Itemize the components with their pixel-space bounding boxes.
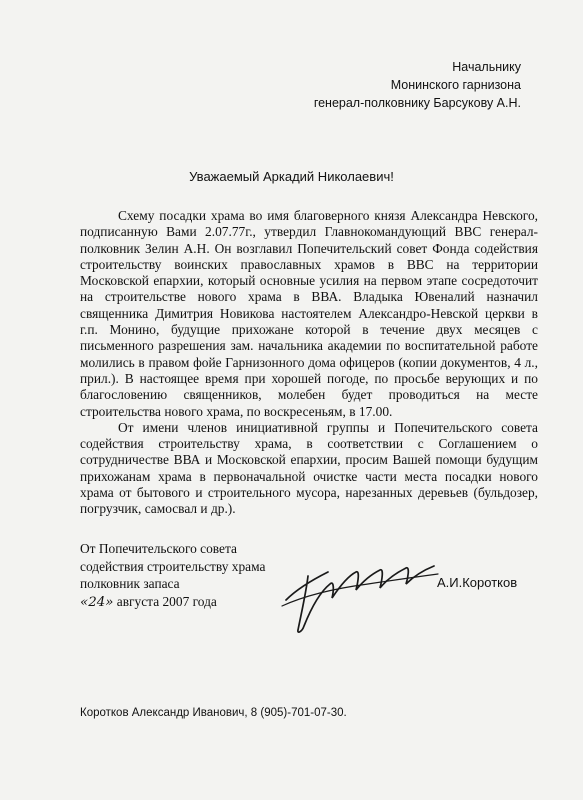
body-paragraph: Схему посадки храма во имя благоверного князя Александра Невского, подписанную Вами 2.07.77г., утвердил Главнокомандующий ВВС генерал-полковник Зелин А.Н. Он возглавил Попечительский совет Фонда содействия строительству воинских православных храмов в ВВС на территории Московской епархии, который основные усилия на первом этапе сосредоточит на строительстве нового храма в ВВА. Владыка Ювеналий назначил священника Димитрия Новикова настоятелем Александро-Невской церкви в г.п. Монино, будущие прихожане которой в течение двух месяцев с письменного разрешения зам. начальника академии по воспитательной работе молились в правом фойе Гарнизонного дома офицеров (копии документов, 4 л., прил.). В настоящее время при хорошей погоде, по просьбе верующих и по благословению священников, молебен будет проводиться на месте строительства нового храма, по воскресеньям, в 17.00. [80, 208, 538, 419]
handwritten-day: «24» [80, 594, 114, 610]
date-text: августа 2007 года [113, 593, 217, 609]
sender-block [80, 540, 265, 611]
addressee-block [314, 58, 521, 112]
handwritten-signature [268, 548, 443, 638]
addressee-line: генерал-полковнику Барсукову А.Н. [313, 96, 521, 110]
addressee-line: Начальнику [452, 60, 521, 74]
contact-line: Коротков Александр Иванович, 8 (905)-701-07-30. [80, 707, 347, 719]
body-paragraph: От имени членов инициативной группы и Попечительского совета содействия строительству храма, в соответствии с Соглашением о сотрудничестве ВВА и Московской епархии, просим Вашей помощи будущим прихожанам храма в первоначальной очистке части места посадки нового храма от бытового и строительного мусора, нарезанных деревьев (бульдозер, погрузчик, самосвал и др.). [80, 419, 538, 517]
signer-name: А.И.Коротков [437, 575, 518, 590]
letter-body [80, 208, 538, 518]
sender-line: содействия строительству храма [80, 558, 266, 574]
letter-date [80, 593, 265, 612]
salutation: Уважаемый Аркадий Николаевич! [189, 169, 394, 184]
sender-line: полковник запаса [80, 576, 180, 591]
sender-line: От Попечительского совета [80, 541, 237, 556]
addressee-line: Монинского гарнизона [390, 78, 521, 92]
